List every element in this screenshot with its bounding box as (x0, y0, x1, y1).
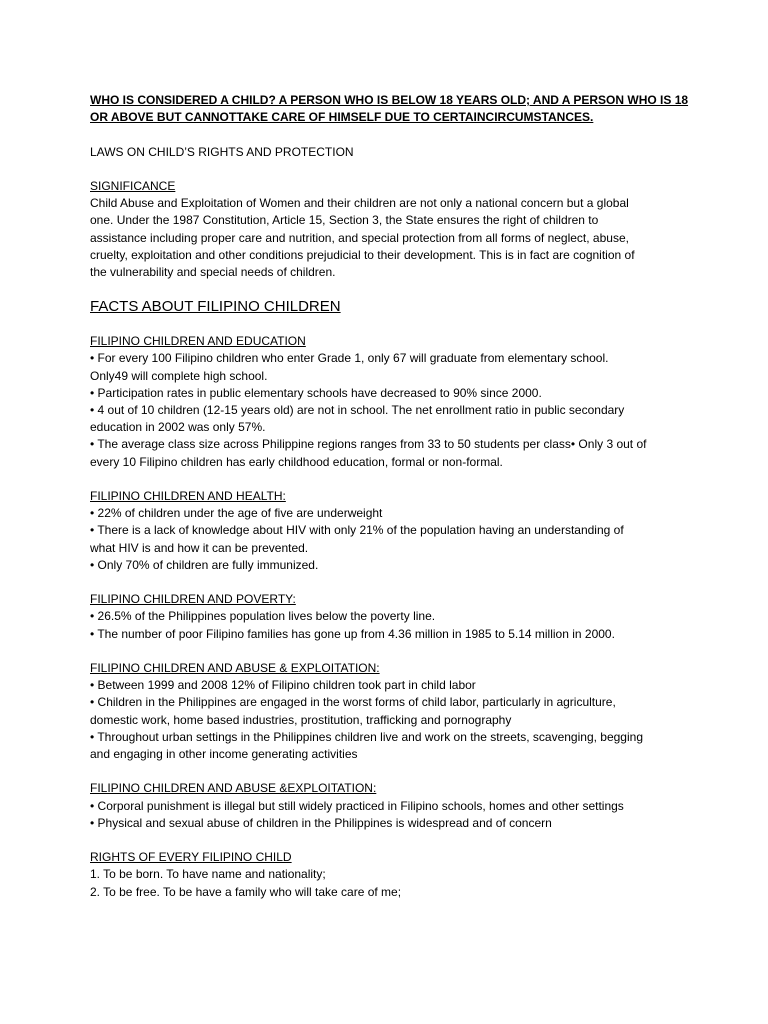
section-line: • Corporal punishment is illegal but still widely practiced in Filipino schools, homes and other settings (90, 798, 624, 813)
section-line: • Children in the Philippines are engaged in the worst forms of child labor, particularly in agriculture, (90, 695, 616, 710)
section-line: • There is a lack of knowledge about HIV with only 21% of the population having an understanding of (90, 523, 624, 538)
section-abuse-exploitation-2 (90, 780, 690, 832)
section-line: • Only 70% of children are fully immunized. (90, 557, 319, 572)
section-line: • The average class size across Philippine regions ranges from 33 to 50 students per class• Only 3 out of (90, 437, 647, 452)
section-line: 2. To be free. To be have a family who will take care of me; (90, 884, 402, 899)
child-definition-line: OR ABOVE BUT CANNOTTAKE CARE OF HIMSELF DUE TO CERTAINCIRCUMSTANCES. (90, 110, 594, 125)
significance-line: one. Under the 1987 Constitution, Article 15, Section 3, the State ensures the right of children to (90, 213, 599, 228)
section-line: education in 2002 was only 57%. (90, 420, 266, 435)
section-line: • Participation rates in public elementary schools have decreased to 90% since 2000. (90, 385, 542, 400)
significance-line: Child Abuse and Exploitation of Women and their children are not only a national concern but a global (90, 196, 629, 211)
section-line: what HIV is and how it can be prevented. (90, 540, 309, 555)
section-abuse-exploitation (90, 660, 690, 763)
section-rights (90, 849, 690, 901)
section-heading: FILIPINO CHILDREN AND POVERTY: (90, 592, 296, 607)
section-line: • 4 out of 10 children (12-15 years old) are not in school. The net enrollment ratio in public secondary (90, 403, 625, 418)
laws-heading: LAWS ON CHILD’S RIGHTS AND PROTECTION (90, 144, 354, 159)
section-line: • The number of poor Filipino families has gone up from 4.36 million in 1985 to 5.14 million in 2000. (90, 626, 615, 641)
section-line: • For every 100 Filipino children who enter Grade 1, only 67 will graduate from elementary school. (90, 351, 609, 366)
section-heading: RIGHTS OF EVERY FILIPINO CHILD (90, 850, 292, 865)
section-health (90, 488, 690, 574)
section-line: Only49 will complete high school. (90, 368, 268, 383)
section-heading: FILIPINO CHILDREN AND ABUSE & EXPLOITATION: (90, 661, 380, 676)
section-line: • 22% of children under the age of five are underweight (90, 506, 383, 521)
section-line: • Physical and sexual abuse of children in the Philippines is widespread and of concern (90, 815, 552, 830)
section-line: • Throughout urban settings in the Philippines children live and work on the streets, scavenging, begging (90, 729, 643, 744)
section-education (90, 333, 690, 471)
section-line: • Between 1999 and 2008 12% of Filipino children took part in child labor (90, 678, 476, 693)
significance-paragraph (90, 195, 690, 281)
section-line: 1. To be born. To have name and nationality; (90, 867, 326, 882)
significance-line: assistance including proper care and nutrition, and special protection from all forms of neglect, abuse, (90, 230, 629, 245)
section-heading: FILIPINO CHILDREN AND HEALTH: (90, 489, 286, 504)
section-line: domestic work, home based industries, prostitution, trafficking and pornography (90, 712, 512, 727)
section-heading: FILIPINO CHILDREN AND EDUCATION (90, 334, 306, 349)
facts-heading: FACTS ABOUT FILIPINO CHILDREN (90, 298, 341, 316)
child-definition-line: WHO IS CONSIDERED A CHILD? A PERSON WHO IS BELOW 18 YEARS OLD; AND A PERSON WHO IS 18 (90, 93, 689, 107)
section-line: and engaging in other income generating activities (90, 747, 358, 762)
significance-line: the vulnerability and special needs of children. (90, 265, 336, 279)
child-definition (90, 92, 690, 126)
significance-line: cruelty, exploitation and other conditions prejudicial to their development. This is in fact are cognition of (90, 247, 635, 262)
document-body (90, 92, 690, 918)
section-line: every 10 Filipino children has early childhood education, formal or non-formal. (90, 454, 503, 469)
section-heading: FILIPINO CHILDREN AND ABUSE &EXPLOITATION: (90, 781, 377, 796)
significance-heading: SIGNIFICANCE (90, 178, 176, 193)
section-line: • 26.5% of the Philippines population lives below the poverty line. (90, 609, 436, 624)
section-poverty (90, 591, 690, 643)
